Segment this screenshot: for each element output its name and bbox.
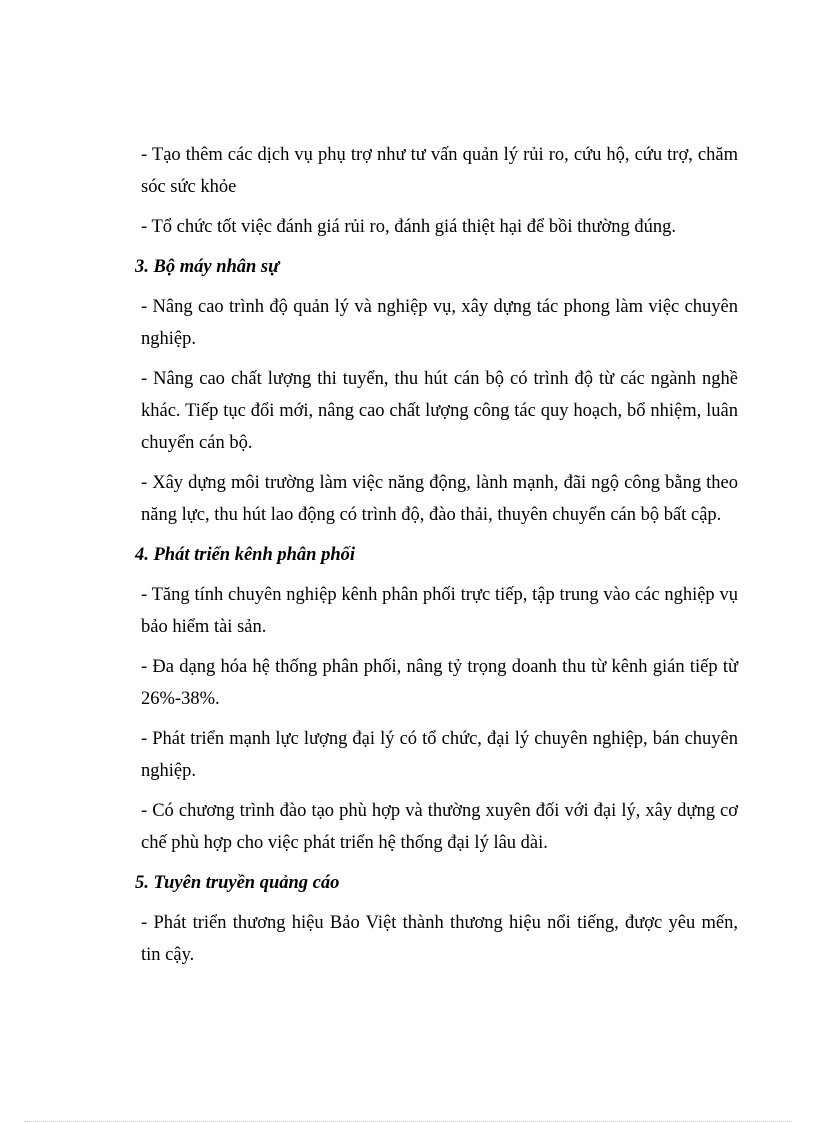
paragraph-work-environment: - Xây dựng môi trường làm việc năng động, lành mạnh, đãi ngộ công bằng theo năng lực, thu hút lao động có trình độ, đào thải, thuyên chuyển cán bộ bất cập. <box>141 473 738 525</box>
paragraph-risk-assessment: - Tổ chức tốt việc đánh giá rủi ro, đánh giá thiệt hại để bồi thường đúng. <box>141 217 677 237</box>
paragraph-recruitment-quality: - Nâng cao chất lượng thi tuyển, thu hút cán bộ có trình độ từ các ngành nghề khác. Tiếp tục đổi mới, nâng cao chất lượng công tác quy hoạch, bổ nhiệm, luân chuyển cán bộ. <box>141 369 738 453</box>
paragraph-direct-channel: - Tăng tính chuyên nghiệp kênh phân phối trực tiếp, tập trung vào các nghiệp vụ bảo hiểm tài sản. <box>141 585 738 637</box>
document-body <box>135 139 738 979</box>
section-heading-advertising: 5. Tuyên truyền quảng cáo <box>135 873 340 893</box>
paragraph-diversify-distribution: - Đa dạng hóa hệ thống phân phối, nâng tỷ trọng doanh thu từ kênh gián tiếp từ 26%-38%. <box>141 657 738 709</box>
section-heading-personnel: 3. Bộ máy nhân sự <box>135 257 280 277</box>
paragraph-professional-skills: - Nâng cao trình độ quản lý và nghiệp vụ, xây dựng tác phong làm việc chuyên nghiệp. <box>141 297 738 349</box>
paragraph-support-services: - Tạo thêm các dịch vụ phụ trợ như tư vấn quản lý rủi ro, cứu hộ, cứu trợ, chăm sóc sức khỏe <box>141 145 738 197</box>
paragraph-brand-development: - Phát triển thương hiệu Bảo Việt thành thương hiệu nổi tiếng, được yêu mến, tin cậy. <box>141 913 738 965</box>
paragraph-agent-training: - Có chương trình đào tạo phù hợp và thường xuyên đối với đại lý, xây dựng cơ chế phù hợp cho việc phát triển hệ thống đại lý lâu dài. <box>141 801 738 853</box>
section-heading-distribution: 4. Phát triển kênh phân phối <box>135 545 356 565</box>
page-bottom-divider <box>24 1121 792 1122</box>
paragraph-agent-force: - Phát triển mạnh lực lượng đại lý có tổ chức, đại lý chuyên nghiệp, bán chuyên nghiệp. <box>141 729 738 781</box>
